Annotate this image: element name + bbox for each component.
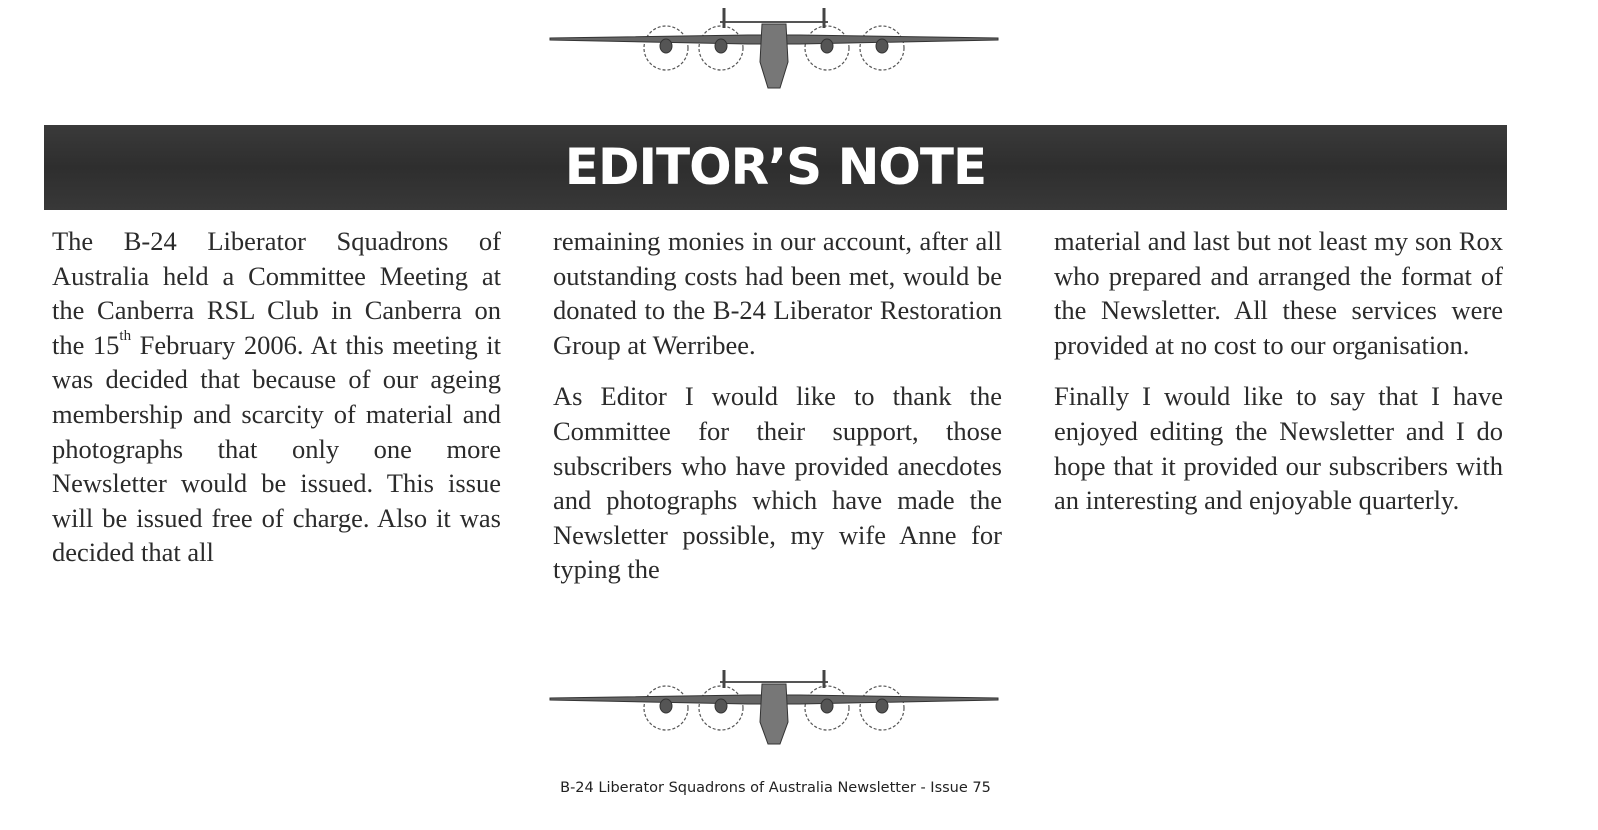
paragraph: The B-24 Liberator Squadrons of Australia held a Committee Meeting at the Canberra RSL Club in Canberra on the 15th February 2006. At this meeting it was decided that because of our ageing membership and scarcity of material and photographs that only one more Newsletter would be issued. This issue will be issued free of charge. Also it was decided that all [52, 226, 502, 568]
text-column-3 [1054, 224, 1503, 518]
paragraph: remaining monies in our account, after all outstanding costs had been met, would be donated to the B-24 Liberator Restoration Group at Werribee. [553, 226, 1002, 360]
text-column-1 [52, 224, 501, 570]
page-title: EDITOR’S NOTE [564, 138, 987, 196]
paragraph: As Editor I would like to thank the Committee for their support, those subscribers who have provided anecdotes and photographs which have made the Newsletter possible, my wife Anne for typing the [553, 381, 1002, 585]
text-column-2 [553, 224, 1002, 587]
page-footer: B-24 Liberator Squadrons of Australia Newsletter - Issue 75 [560, 780, 991, 796]
paragraph: Finally I would like to say that I have enjoyed editing the Newsletter and I do hope that it provided our subscribers with an interesting and enjoyable quarterly. [1054, 381, 1503, 516]
b24-bomber-icon [548, 668, 1000, 760]
b24-bomber-icon [548, 2, 1000, 94]
title-banner [44, 125, 1507, 210]
paragraph: material and last but not least my son Rox who prepared and arranged the format of the Newsletter. All these services were provided at no cost to our organisation. [1054, 226, 1503, 360]
